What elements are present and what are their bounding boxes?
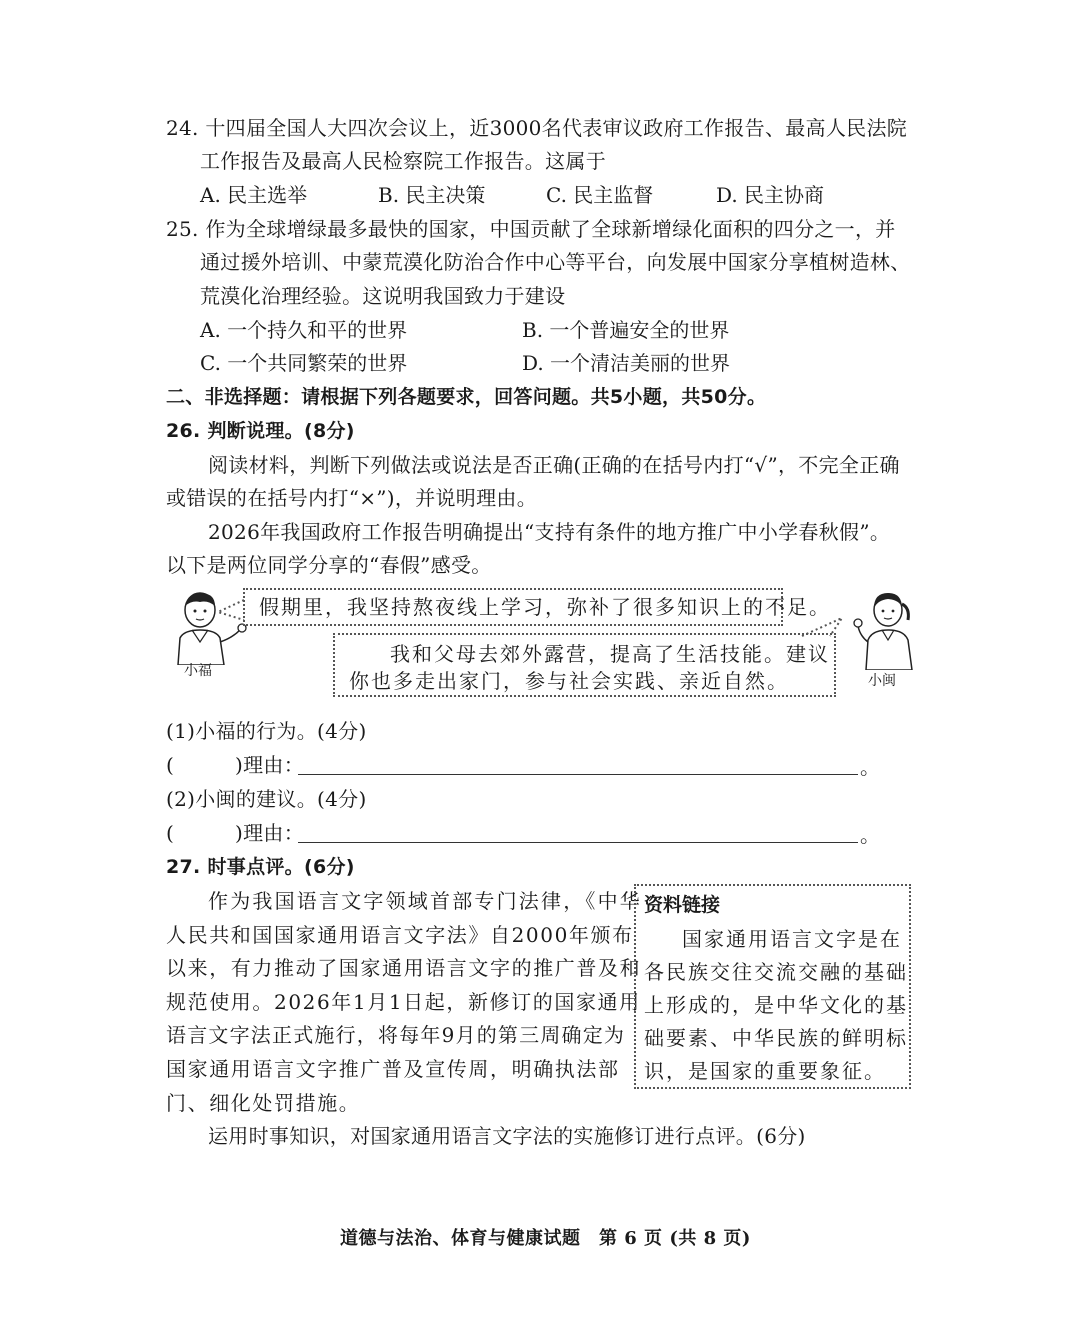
q26-sub2-title: (2)小闽的建议。(4分) (166, 787, 367, 811)
section2-heading: 二、非选择题：请根据下列各题要求，回答问题。共5小题，共50分。 (166, 386, 767, 408)
q27-para-line-7: 门、细化处罚措施。 (166, 1091, 361, 1115)
q27-para-line-4: 规范使用。2026年1月1日起，新修订的国家通用 (166, 990, 641, 1014)
bubble-1-tail (216, 598, 246, 622)
q25-option-b: B. 一个普遍安全的世界 (522, 318, 730, 342)
q24-option-b: B. 民主决策 (378, 183, 486, 207)
girl-icon (852, 590, 918, 670)
q26-sub2-answer-label: ( )理由： (166, 821, 305, 845)
q26-sub1-answer-label: ( )理由： (166, 753, 305, 777)
q26-intro-line-2: 或错误的在括号内打“×”)，并说明理由。 (166, 486, 538, 510)
q25-line-2: 通过援外培训、中蒙荒漠化防治合作中心等平台，向发展中国家分享植树造林、 (200, 250, 911, 274)
q26-material-line-1: 2026年我国政府工作报告明确提出“支持有条件的地方推广中小学春秋假”。 (208, 520, 891, 544)
q24-line-1: 24. 十四届全国人大四次会议上，近3000名代表审议政府工作报告、最高人民法院 (166, 116, 908, 140)
q25-option-c: C. 一个共同繁荣的世界 (200, 351, 408, 375)
q25-line-1: 25. 作为全球增绿最多最快的国家，中国贡献了全球新增绿化面积的四分之一，并 (166, 217, 896, 241)
q25-option-a: A. 一个持久和平的世界 (200, 318, 408, 342)
q27-para-line-6: 国家通用语言文字推广普及宣传周，明确执法部 (166, 1057, 620, 1081)
q26-sub2-end-mark: 。 (860, 823, 881, 847)
q24-option-a: A. 民主选举 (200, 183, 308, 207)
q27-para-line-1: 作为我国语言文字领域首部专门法律，《中华 (208, 889, 642, 913)
q26-material-line-2: 以下是两位同学分享的“春假”感受。 (166, 553, 492, 577)
student-1-name: 小福 (184, 663, 212, 679)
q27-title: 27. 时事点评。(6分) (166, 856, 355, 878)
q26-sub2-answer-line[interactable] (298, 842, 858, 843)
info-box-line-1: 国家通用语言文字是在 (682, 927, 902, 951)
bubble-2-text-line-1: 我和父母去郊外露营，提高了生活技能。建议 (390, 642, 830, 666)
q24-option-c: C. 民主监督 (546, 183, 654, 207)
info-box-line-4: 础要素、中华民族的鲜明标 (644, 1026, 908, 1050)
q25-option-d: D. 一个清洁美丽的世界 (522, 351, 731, 375)
info-box-line-2: 各民族交往交流交融的基础 (644, 960, 908, 984)
info-box-title: 资料链接 (644, 894, 721, 916)
q26-title: 26. 判断说理。(8分) (166, 420, 355, 442)
info-box-line-5: 识，是国家的重要象征。 (644, 1059, 886, 1083)
page-footer: 道德与法治、体育与健康试题 第 6 页 (共 8 页) (340, 1228, 751, 1249)
speech-bubble-xiaomin (333, 633, 836, 697)
q27-para-line-5: 语言文字法正式施行，将每年9月的第三周确定为 (166, 1023, 626, 1047)
bubble-2-text-line-2: 你也多走出家门，参与社会实践、亲近自然。 (349, 669, 789, 693)
q27-para-line-3: 以来，有力推动了国家通用语言文字的推广普及和 (166, 956, 642, 980)
q26-sub1-title: (1)小福的行为。(4分) (166, 719, 367, 743)
student-2-name: 小闽 (868, 673, 896, 689)
q27-para-line-2: 人民共和国国家通用语言文字法》自2000年颁布 (166, 923, 634, 947)
q26-sub1-end-mark: 。 (860, 755, 881, 779)
speech-bubble-xiaofu (243, 588, 831, 626)
info-link-box (634, 884, 911, 1089)
student-xiaomin-illustration (852, 590, 922, 690)
q27-task: 运用时事知识，对国家通用语言文字法的实施修订进行点评。(6分) (208, 1124, 806, 1148)
q24-line-2: 工作报告及最高人民检察院工作报告。这属于 (200, 149, 606, 173)
bubble-2-tail (800, 612, 846, 638)
q26-intro-line-1: 阅读材料，判断下列做法或说法是否正确(正确的在括号内打“√”，不完全正确 (208, 453, 900, 477)
bubble-1-text: 假期里，我坚持熬夜线上学习，弥补了很多知识上的不足。 (259, 595, 831, 619)
q25-line-3: 荒漠化治理经验。这说明我国致力于建设 (200, 284, 566, 308)
q26-sub1-answer-line[interactable] (298, 774, 858, 775)
q24-option-d: D. 民主协商 (716, 183, 825, 207)
info-box-line-3: 上形成的，是中华文化的基 (644, 993, 908, 1017)
